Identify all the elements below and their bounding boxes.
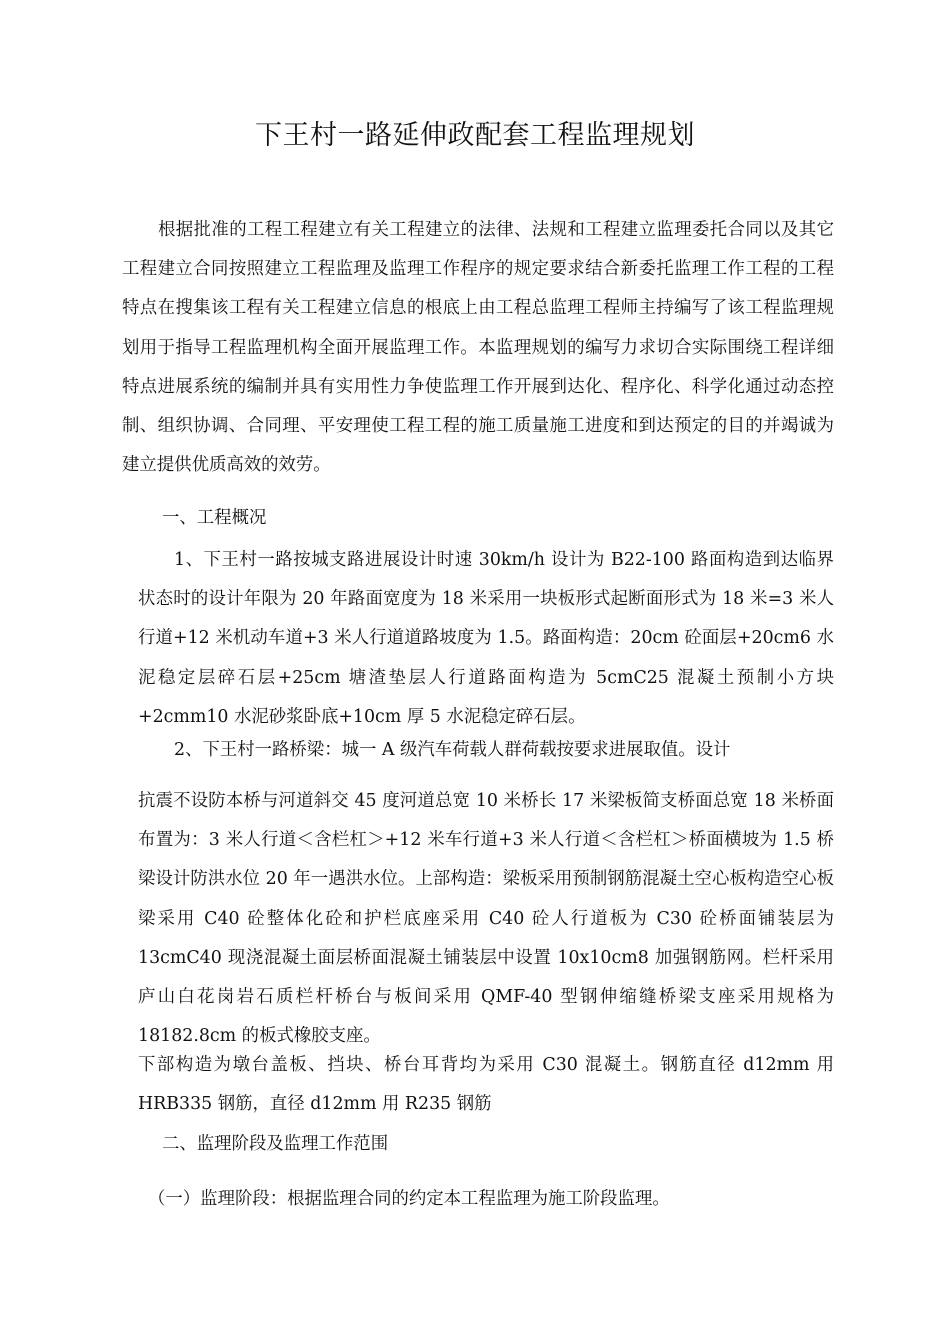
- overview-item-bridge-lead: 2、下王村一路桥梁：城一 A 级汽车荷载人群荷载按要求进展取值。设计: [174, 740, 731, 760]
- intro-paragraph: 根据批准的工程工程建立有关工程建立的法律、法规和工程建立监理委托合同以及其它工程建立合同按照建立工程监理及监理工作程序的规定要求结合新委托监理工作工程的工程特点在搜集该工程有关工程建立信息的根底上由工程总监理工程师主持编写了该工程监理规划用于指导工程监理机构全面开展监理工作。本监理规划的编写力求切合实际围绕工程详细特点进展系统的编制并具有实用性力争使监理工作开展到达化、程序化、科学化通过动态控制、组织协调、合同理、平安理使工程工程的施工质量施工进度和到达预定的目的并竭诚为建立提供优质高效的效劳。: [122, 220, 834, 476]
- subsection-heading-stage: （一）监理阶段：根据监理合同的约定本工程监理为施工阶段监理。: [148, 1189, 670, 1209]
- lower-structure-paragraph: 下部构造为墩台盖板、挡块、桥台耳背均为采用 C30 混凝土。钢筋直径 d12mm 用 HRB335 钢筋，直径 d12mm 用 R235 钢筋: [138, 1055, 834, 1115]
- section-heading-overview: 一、工程概况: [162, 508, 267, 528]
- overview-item-road: 1、下王村一路按城支路进展设计时速 30km/h 设计为 B22-100 路面构造到达临界状态时的设计年限为 20 年路面宽度为 18 米采用一块板形式起断面形式为 18 米=3 米人行道+12 米机动车道+3 米人行道道路坡度为 1.5。路面构造：20cm 砼面层+20cm6 水泥稳定层碎石层+25cm 塘渣垫层人行道路面构造为 5cmC25 混凝土预制小方块+2cmm10 水泥砂浆卧底+10cm 厚 5 水泥稳定碎石层。: [138, 550, 834, 727]
- document-title: 下王村一路延伸政配套工程监理规划: [255, 120, 695, 151]
- overview-item-bridge-body: 抗震不设防本桥与河道斜交 45 度河道总宽 10 米桥长 17 米梁板简支桥面总宽 18 米桥面布置为：3 米人行道＜含栏杠＞+12 米车行道+3 米人行道＜含栏杠＞桥面横坡为 1.5 桥梁设计防洪水位 20 年一遇洪水位。上部构造：梁板采用预制钢筋混凝土空心板构造空心板梁采用 C40 砼整体化砼和护栏底座采用 C40 砼人行道板为 C30 砼桥面铺装层为 13cmC40 现浇混凝土面层桥面混凝土铺装层中设置 10x10cm8 加强钢筋网。栏杆采用庐山白花岗岩石质栏杆桥台与板间采用 QMF-40 型钢伸缩缝桥梁支座采用规格为 18182.8cm 的板式橡胶支座。: [138, 791, 834, 1047]
- section-heading-scope: 二、监理阶段及监理工作范围: [162, 1134, 389, 1154]
